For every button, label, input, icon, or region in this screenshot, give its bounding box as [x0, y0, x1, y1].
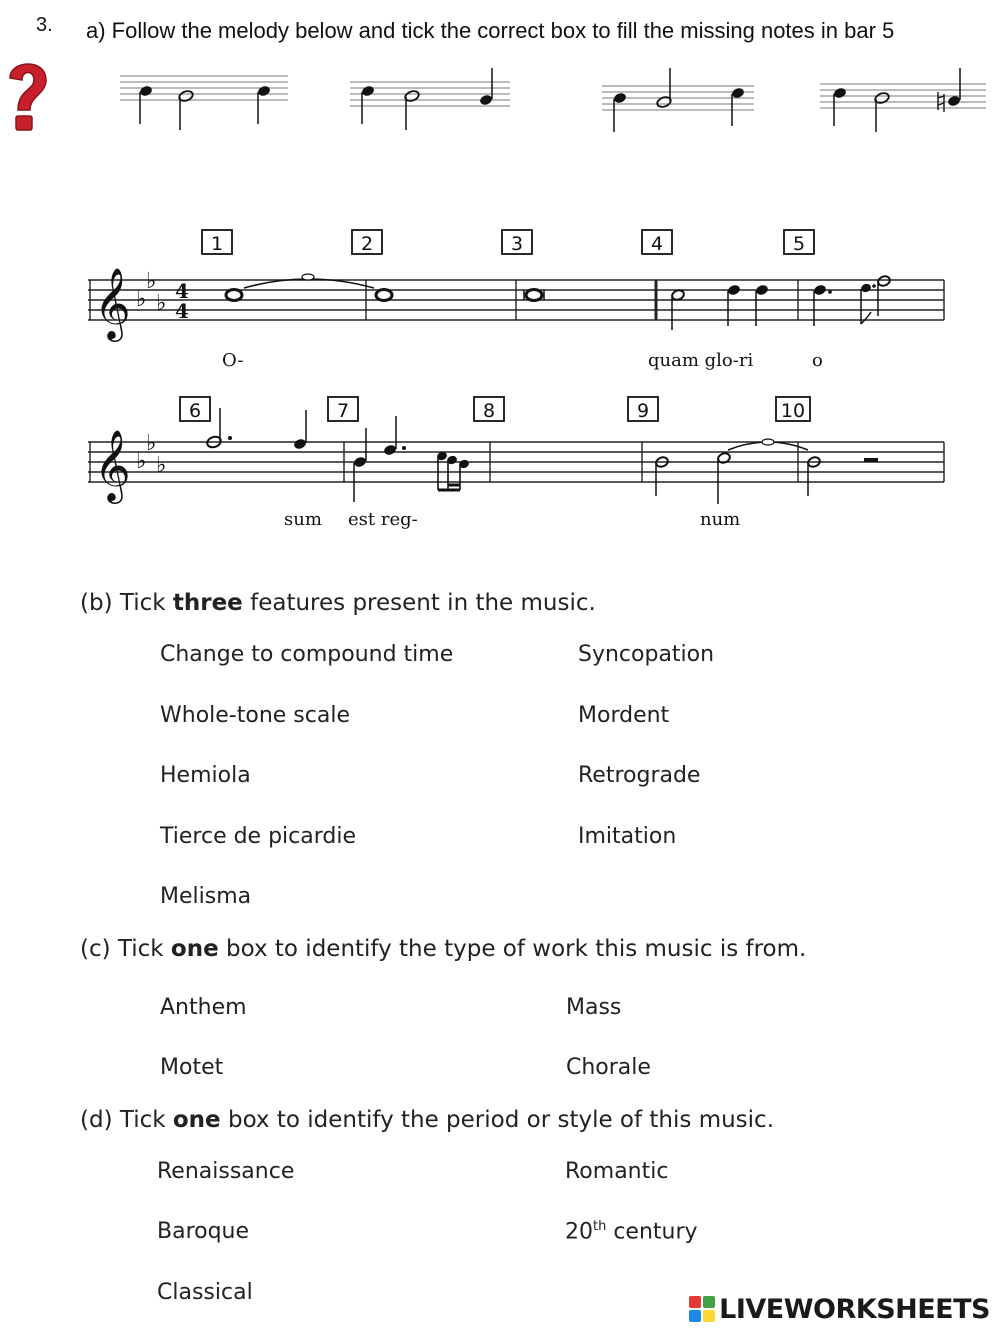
svg-text:♭: ♭ [136, 287, 147, 312]
option-tierce-de-picardie[interactable]: Tierce de picardie [160, 824, 357, 849]
question-number: 3. [36, 14, 53, 36]
key-signature-icon [136, 431, 166, 478]
question-mark-icon [0, 56, 52, 143]
liveworksheets-icon [689, 1296, 717, 1324]
option-retrograde[interactable]: Retrograde [578, 763, 701, 788]
part-c-title: (c) Tick one box to identify the type of work this music is from. [80, 936, 807, 962]
bar-number: 1 [210, 233, 224, 255]
option-baroque[interactable]: Baroque [157, 1219, 250, 1244]
treble-clef-icon: 𝄞 [94, 428, 131, 501]
option-mordent[interactable]: Mordent [578, 703, 670, 728]
lyric: est reg- [348, 509, 418, 530]
bar-number: 9 [636, 400, 650, 422]
lyric: o [812, 350, 823, 371]
svg-text:♭: ♭ [156, 291, 167, 316]
option-renaissance[interactable]: Renaissance [157, 1159, 295, 1184]
option-mass[interactable]: Mass [566, 995, 622, 1020]
part-d-title: (d) Tick one box to identify the period or style of this music. [80, 1107, 775, 1133]
lyric: sum [284, 509, 322, 530]
bar-number: 10 [780, 400, 806, 422]
option-chorale[interactable]: Chorale [566, 1055, 651, 1080]
svg-text:♭: ♭ [146, 431, 157, 456]
option-syncopation[interactable]: Syncopation [578, 642, 715, 667]
option-imitation[interactable]: Imitation [578, 824, 677, 849]
time-signature-bottom: 4 [175, 299, 189, 323]
option-20th-century[interactable]: 20th century [565, 1219, 698, 1245]
score-line-2 [88, 392, 958, 542]
part-b-title: (b) Tick three features present in the music. [80, 590, 596, 616]
bar-number: 8 [482, 400, 496, 422]
bar-number: 4 [650, 233, 664, 255]
option-hemiola[interactable]: Hemiola [160, 763, 251, 788]
lyric: O- [222, 350, 244, 371]
brand-name: LIVEWORKSHEETS [719, 1294, 990, 1325]
bar-number: 5 [792, 233, 806, 255]
lyric: quam glo-ri [648, 350, 754, 371]
option-melisma[interactable]: Melisma [160, 884, 252, 909]
key-signature-icon [136, 269, 166, 316]
bar-number: 7 [336, 400, 350, 422]
bar-number: 6 [188, 400, 202, 422]
svg-text:♭: ♭ [146, 269, 157, 294]
bar-number: 3 [510, 233, 524, 255]
option-classical[interactable]: Classical [157, 1280, 253, 1305]
half-rest-icon [864, 458, 878, 462]
score-line-1 [88, 224, 958, 384]
lyric: num [700, 509, 741, 530]
option-romantic[interactable]: Romantic [565, 1159, 669, 1184]
option-whole-tone-scale[interactable]: Whole-tone scale [160, 703, 350, 728]
option-melody-3[interactable] [602, 68, 772, 139]
svg-text:♭: ♭ [156, 453, 167, 478]
option-anthem[interactable]: Anthem [160, 995, 247, 1020]
option-melody-1[interactable] [120, 68, 290, 139]
time-signature-top: 4 [175, 279, 189, 303]
liveworksheets-logo [689, 1294, 990, 1325]
treble-clef-icon: 𝄞 [94, 266, 131, 339]
svg-text:♭: ♭ [136, 449, 147, 474]
option-motet[interactable]: Motet [160, 1055, 224, 1080]
part-a-instruction: a) Follow the melody below and tick the correct box to fill the missing notes in bar 5 [86, 18, 895, 43]
option-change-to-compound-time[interactable]: Change to compound time [160, 642, 454, 667]
option-melody-4[interactable] [820, 66, 990, 139]
option-melody-2[interactable] [350, 68, 520, 139]
bar-number: 2 [360, 233, 374, 255]
